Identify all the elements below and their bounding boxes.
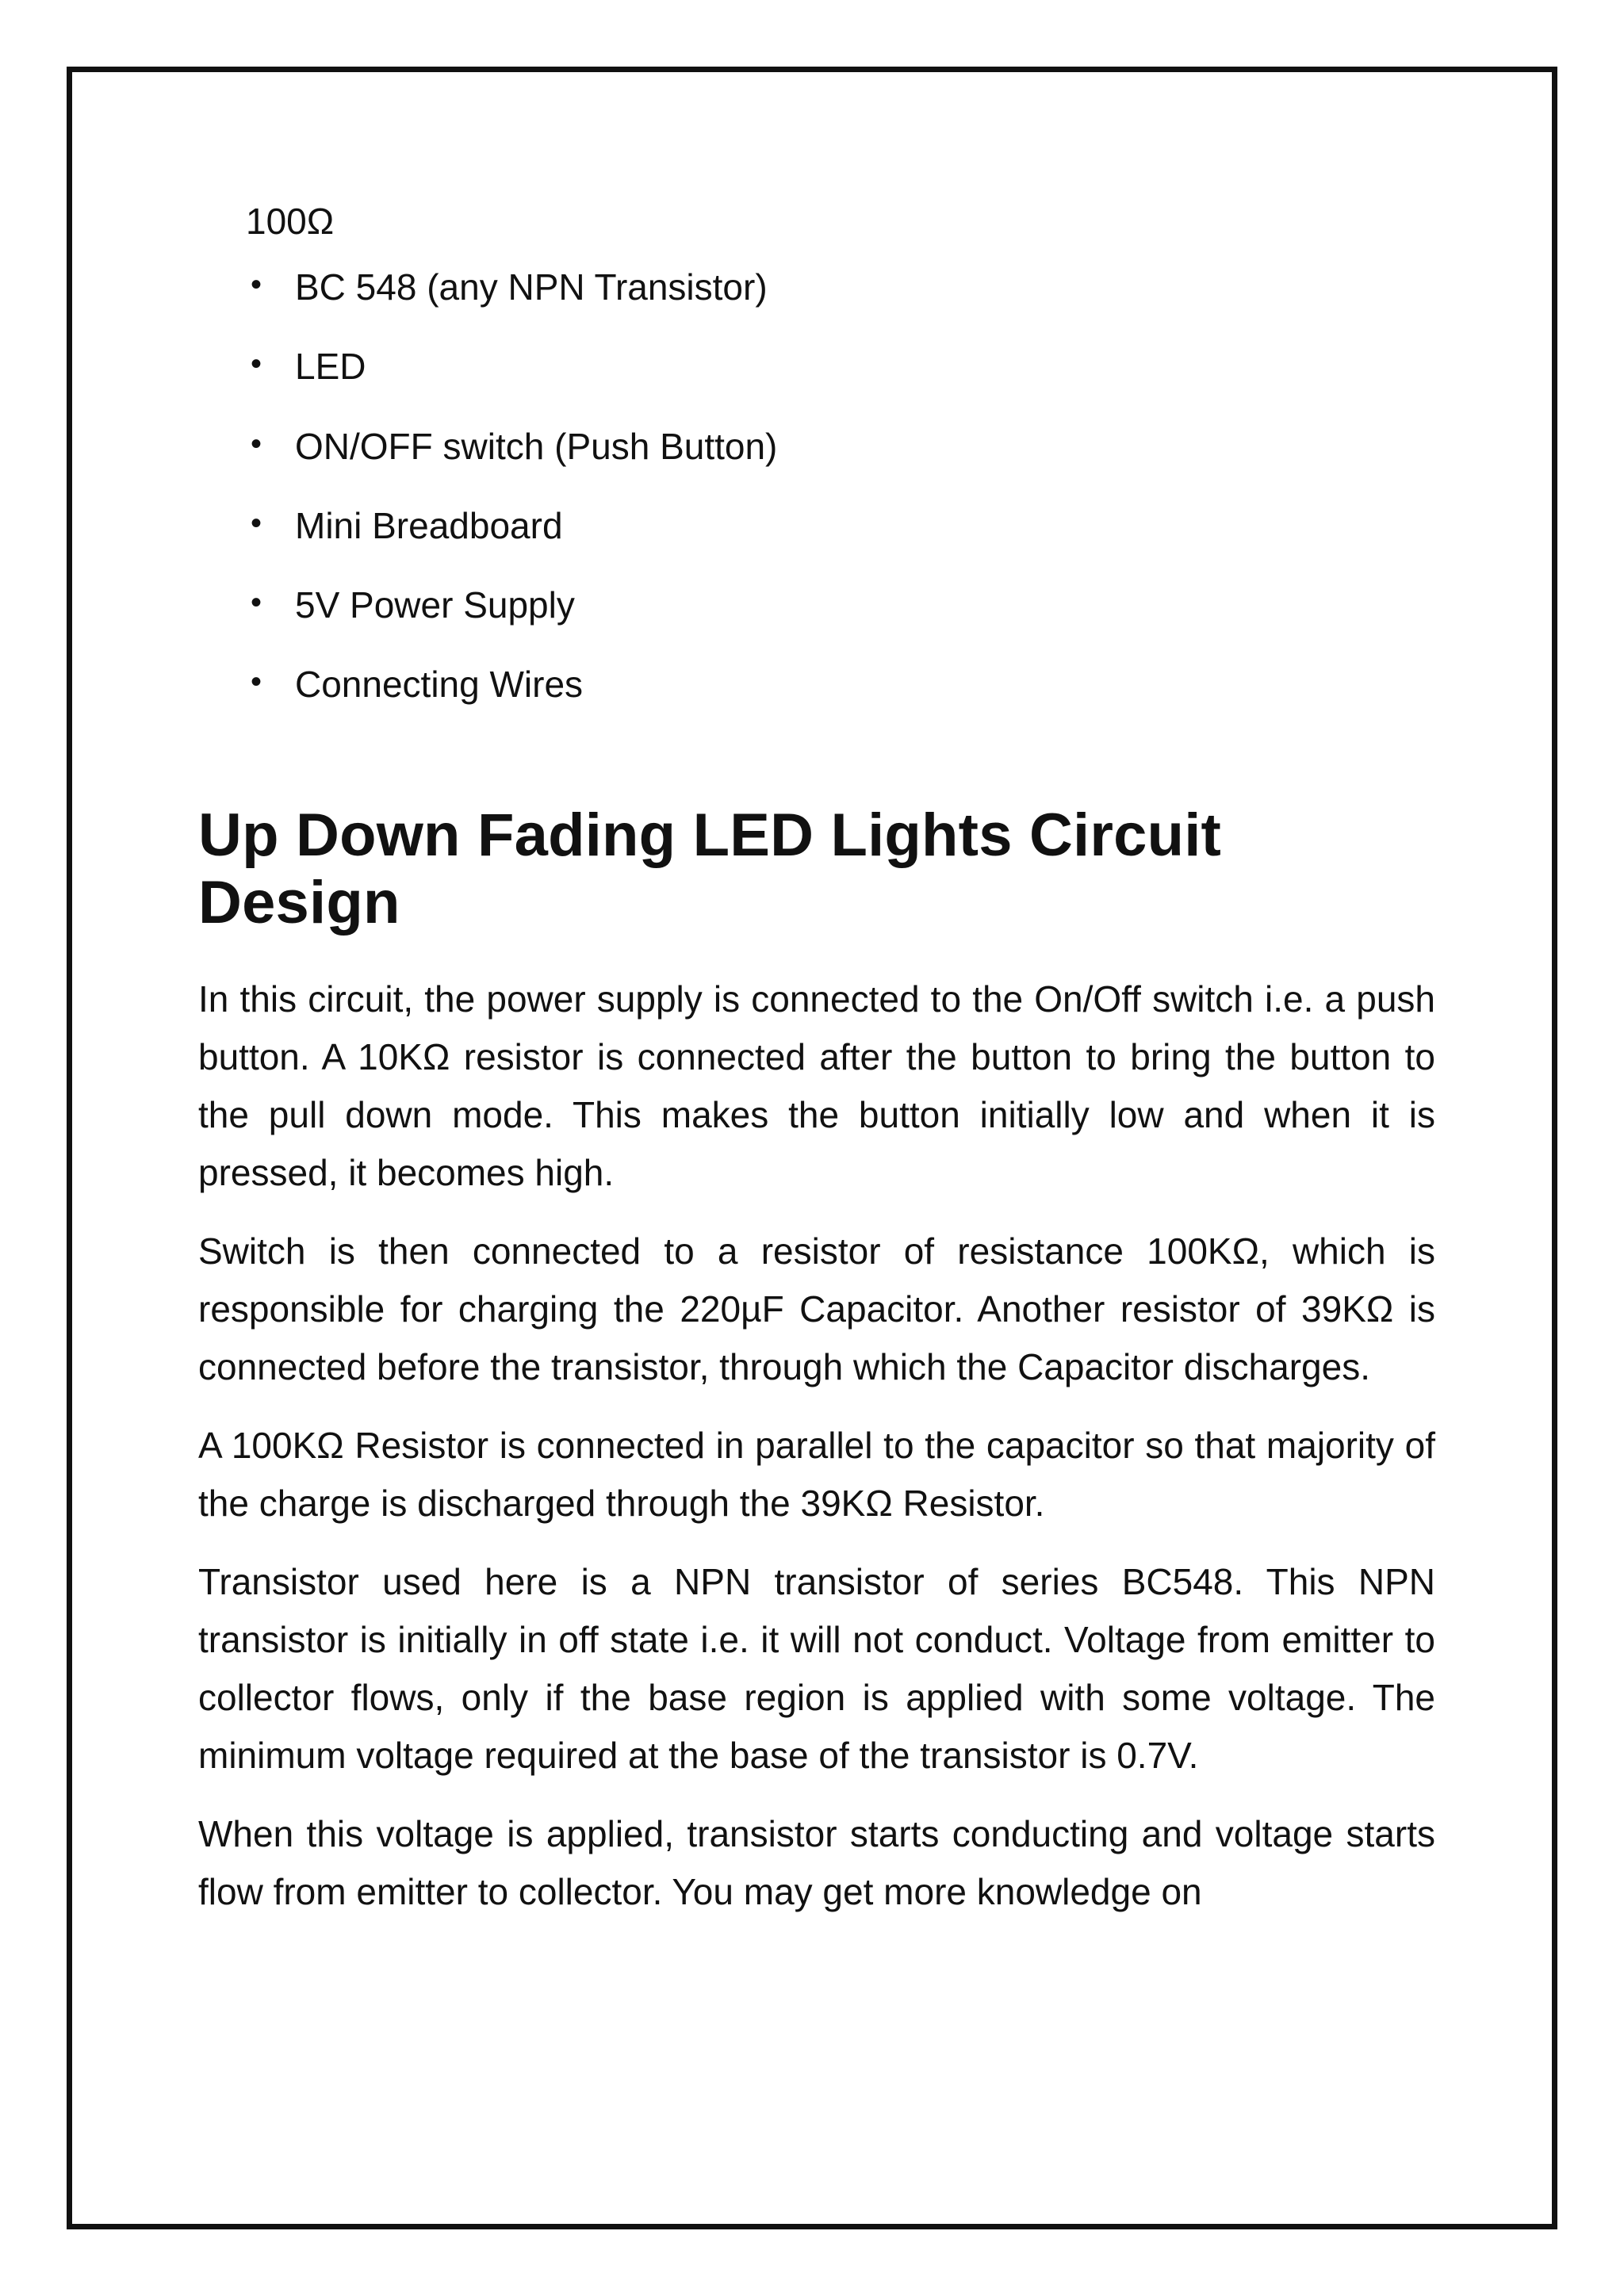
list-item	[246, 425, 1435, 469]
paragraph-conduction: When this voltage is applied, transistor starts conducting and voltage starts flow from emitter to collector. You may get more knowledge on	[198, 1812, 1435, 1912]
document-content	[198, 190, 1435, 1942]
list-item-text: Mini Breadboard	[295, 504, 563, 546]
list-item-text: Connecting Wires	[295, 664, 584, 706]
paragraph-resistor: A 100KΩ Resistor is connected in parallel to the capacitor so that majority of the charge is discharged through the 39KΩ Resistor.	[198, 1424, 1435, 1524]
list-item	[246, 345, 1435, 388]
bullet-icon: •	[251, 267, 262, 303]
lead-text: 100Ω	[246, 201, 335, 242]
list-item	[246, 266, 1435, 309]
list-item	[246, 663, 1435, 706]
parts-list	[198, 266, 1435, 706]
list-item-text: BC 548 (any NPN Transistor)	[295, 266, 768, 308]
section-heading: Up Down Fading LED Lights Circuit Design	[198, 802, 1222, 937]
bullet-icon: •	[251, 426, 262, 461]
bullet-icon: •	[251, 505, 262, 541]
paragraph-transistor: Transistor used here is a NPN transistor of series BC548. This NPN transistor is initially in off state i.e. it will not conduct. Voltage from emitter to collector flows, only if the base region is applied with some voltage. The minimum voltage required at the base of the transistor is 0.7V.	[198, 1560, 1435, 1776]
paragraph-intro: In this circuit, the power supply is connected to the On/Off switch i.e. a push button. A 10KΩ resistor is connected after the button to bring the button to the pull down mode. This makes the button initially low and when it is pressed, it becomes high.	[198, 978, 1435, 1193]
list-item-text: LED	[295, 346, 366, 388]
list-item-text: 5V Power Supply	[295, 584, 575, 626]
bullet-icon: •	[251, 584, 262, 620]
list-item	[246, 584, 1435, 627]
paragraph-switch: Switch is then connected to a resistor of resistance 100KΩ, which is responsible for charging the 220µF Capacitor. Another resistor of 39KΩ is connected before the transistor, through which the Capacitor discharges.	[198, 1230, 1435, 1387]
bullet-icon: •	[251, 346, 262, 382]
list-item	[246, 504, 1435, 548]
bullet-icon: •	[251, 664, 262, 700]
list-item-text: ON/OFF switch (Push Button)	[295, 425, 778, 467]
